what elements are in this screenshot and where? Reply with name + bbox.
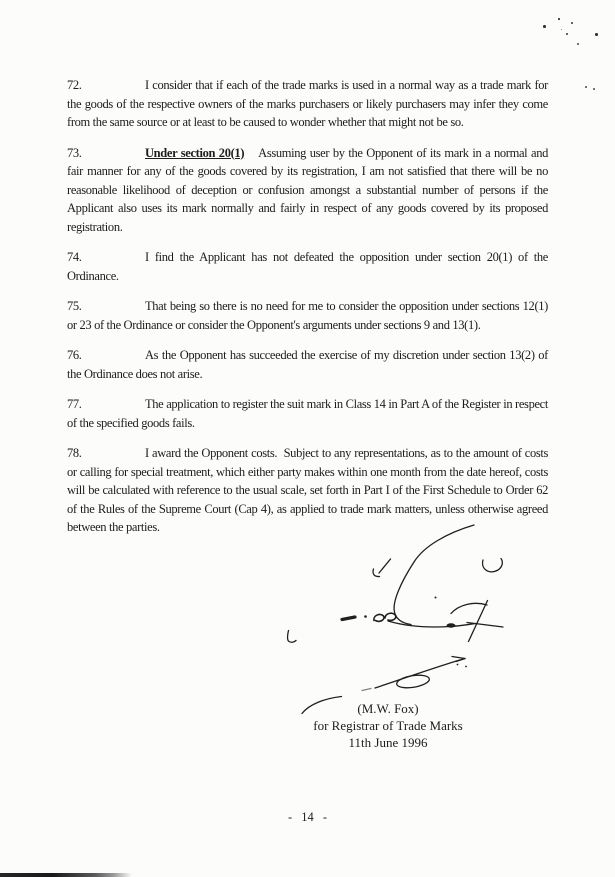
scan-speckle (593, 88, 595, 90)
paragraph-73 (67, 144, 548, 237)
paragraph-text: The application to register the suit mark in Class 14 in Part A of the Register in respect of the specified goods fails. (67, 397, 548, 430)
paragraph-number: 75. (67, 299, 82, 313)
scan-speckle (558, 18, 560, 20)
paragraph-heading: Under section 20(1) (145, 145, 245, 160)
paragraph-number: 72. (67, 78, 82, 92)
paragraph-number: 74. (67, 250, 82, 264)
paragraph-77 (67, 395, 548, 432)
signature-date: 11th June 1996 (348, 735, 428, 750)
scan-speckle (566, 33, 568, 35)
paragraph-text: As the Opponent has succeeded the exercise of my discretion under section 13(2) of the Ordinance does not arise. (67, 348, 548, 381)
paragraph-text: I consider that if each of the trade marks is used in a normal way as a trade mark for the goods of the respective owners of the marks purchasers or likely purchasers may infer they come from the same source or at least to be caused to wonder whether that might not be so. (67, 78, 548, 129)
paragraph-74 (67, 248, 548, 285)
scan-speckle (561, 29, 562, 30)
paragraph-number: 76. (67, 348, 82, 362)
paragraph-number: 77. (67, 397, 82, 411)
page-number: - 14 - (287, 810, 328, 824)
signatory-title: for Registrar of Trade Marks (313, 718, 463, 733)
paragraph-text: I award the Opponent costs. Subject to any representations, as to the amount of costs or calling for special treatment, which either party makes within one month from the date hereof, costs will be calculated with reference to the usual scale, set forth in Part I of the First Schedule to Order 62 of the Rules of the Supreme Court (Cap 4), as applied to trade mark matters, unless otherwise agreed between the parties. (67, 446, 548, 534)
paragraph-text: Assuming user by the Opponent of its mark in a normal and fair manner for any of the goods covered by its registration, I am not satisfied that there will be no reasonable likelihood of deception or confusion amongst a substantial number of persons if the Applicant also uses its mark normally and fairly in respect of any goods covered by its proposed registration. (67, 145, 549, 234)
paragraph-72 (67, 76, 548, 132)
signatory-name: (M.W. Fox) (357, 701, 419, 716)
paragraph-76 (67, 346, 548, 383)
document-body (67, 76, 548, 549)
signature-scribble (280, 520, 615, 720)
paragraph-text: That being so there is no need for me to consider the opposition under sections 12(1) or 23 of the Ordinance or consider the Opponent's arguments under sections 9 and 13(1). (67, 299, 548, 332)
scan-artifact-bar (0, 873, 132, 877)
paragraph-75 (67, 297, 548, 334)
scan-speckle (595, 33, 598, 36)
paragraph-text: I find the Applicant has not defeated the opposition under section 20(1) of the Ordinance. (67, 250, 548, 283)
paragraph-number: 73. (67, 145, 82, 160)
paragraph-number: 78. (67, 446, 82, 460)
scan-speckle (577, 43, 579, 45)
signature-block (278, 700, 498, 751)
scan-speckle (543, 25, 546, 28)
scan-speckle (571, 22, 573, 24)
scan-speckle (585, 86, 587, 88)
